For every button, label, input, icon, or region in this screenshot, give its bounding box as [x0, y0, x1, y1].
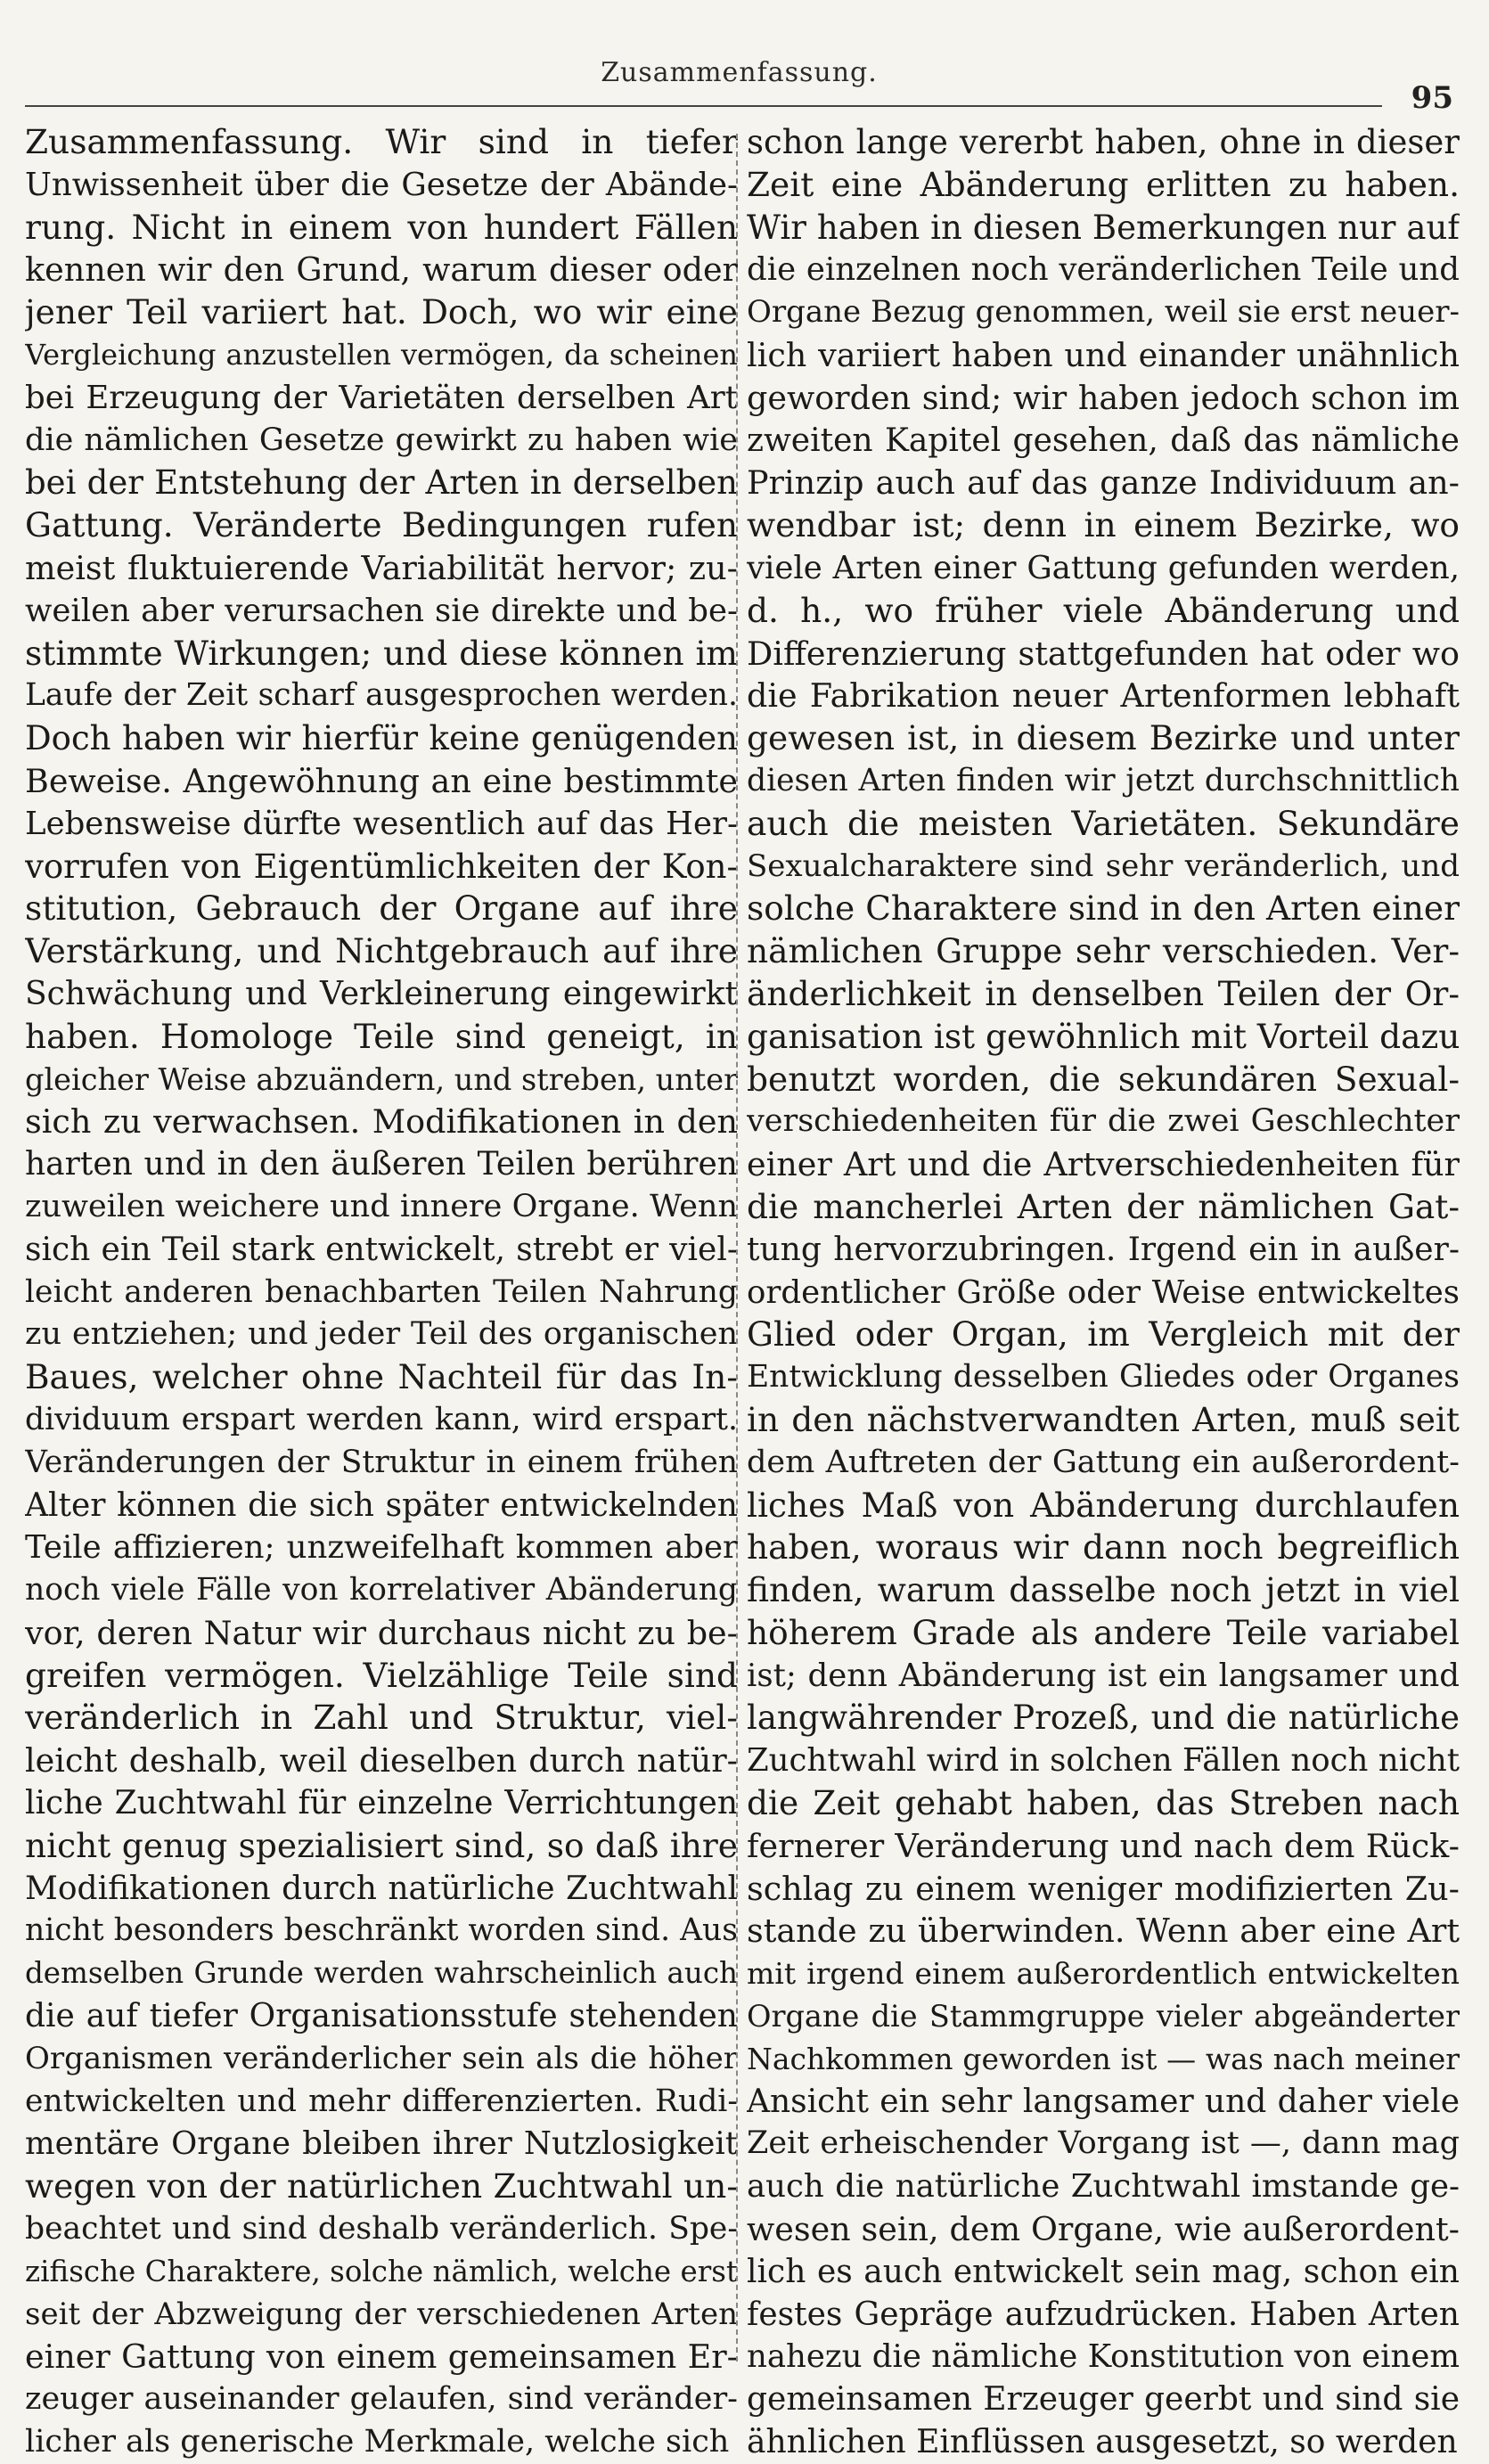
text-line: schon lange vererbt haben, ohne in dieser — [747, 123, 1460, 161]
text-line: Lebensweise dürfte wesentlich auf das Her- — [25, 805, 738, 842]
text-line: stande zu überwinden. Wenn aber eine Art — [747, 1911, 1460, 1951]
text-line: mentäre Organe bleiben ihrer Nutzlosigkeit — [25, 2125, 738, 2163]
text-line: wegen von der natürlichen Zuchtwahl un- — [25, 2166, 738, 2206]
text-line: weilen aber verursachen sie direkte und be- — [25, 592, 738, 629]
right-column — [747, 121, 1460, 2461]
text-line: liche Zuchtwahl für einzelne Verrichtungen — [25, 1785, 738, 1822]
text-line: Zusammenfassung. Wir sind in tiefer — [25, 122, 738, 161]
text-line: Zeit erheischender Vorgang ist —, dann mag — [747, 2125, 1460, 2162]
text-line: Zeit eine Abänderung erlitten zu haben. — [747, 164, 1460, 204]
text-line: nicht besonders beschränkt worden sind. Aus — [25, 1912, 738, 1949]
text-line: Laufe der Zeit scharf ausgesprochen werden. — [25, 677, 738, 714]
text-line: die Fabrikation neuer Artenformen lebhaft — [747, 676, 1460, 716]
text-line: höherem Grade als andere Teile variabel — [747, 1612, 1460, 1652]
text-line: die mancherlei Arten der nämlichen Gat- — [747, 1186, 1460, 1226]
text-line: stimmte Wirkungen; und diese können im — [25, 633, 738, 673]
text-line: haben, woraus wir dann noch begreiflich — [747, 1527, 1460, 1568]
text-line: vorrufen von Eigentümlichkeiten der Kon- — [25, 847, 738, 886]
page-header — [25, 52, 1453, 116]
text-line: nicht genug spezialisiert sind, so daß ihre — [25, 1825, 738, 1865]
text-line: die Zeit gehabt haben, das Streben nach — [747, 1783, 1460, 1823]
text-line: veränderlich in Zahl und Struktur, viel- — [25, 1698, 738, 1738]
text-line: lich variiert haben und einander unähnlich — [747, 335, 1460, 374]
text-line: Gattung. Veränderte Bedingungen rufen — [25, 505, 738, 545]
text-line: lich es auch entwickelt sein mag, schon ein — [747, 2253, 1460, 2290]
text-line: jener Teil variiert hat. Doch, wo wir eine — [25, 292, 738, 332]
text-line: zu entziehen; und jeder Teil des organischen — [25, 1316, 738, 1353]
text-line: dem Auftreten der Gattung ein außerordent- — [747, 1444, 1460, 1480]
text-line: Alter können die sich später entwickelnden — [25, 1486, 738, 1524]
text-line: bei Erzeugung der Varietäten derselben Art — [25, 379, 738, 416]
text-line: finden, warum dasselbe noch jetzt in viel — [747, 1570, 1460, 1610]
text-line: demselben Grunde werden wahrscheinlich auch — [25, 1956, 738, 1991]
text-line: Prinzip auch auf das ganze Individuum an- — [747, 463, 1460, 503]
text-line: Organismen veränderlicher sein als die höher — [25, 2040, 738, 2076]
text-line: benutzt worden, die sekundären Sexual- — [747, 1059, 1460, 1099]
text-line: Organe die Stammgruppe vieler abgeänderter — [747, 1999, 1460, 2034]
text-line: beachtet und sind deshalb veränderlich. Spe- — [25, 2211, 738, 2247]
text-line: Unwissenheit über die Gesetze der Abände- — [25, 166, 738, 203]
text-line: festes Gepräge aufzudrücken. Haben Arten — [747, 2296, 1460, 2333]
text-line: Ansicht ein sehr langsamer und daher viele — [747, 2083, 1460, 2120]
text-line: zweiten Kapitel gesehen, daß das nämliche — [747, 422, 1460, 459]
text-line: meist fluktuierende Variabilität hervor; zu- — [25, 548, 738, 587]
text-line: greifen vermögen. Vielzählige Teile sind — [25, 1655, 738, 1695]
text-line: bei der Entstehung der Arten in derselben — [25, 463, 738, 503]
text-line: gleicher Weise abzuändern, und streben, unter — [25, 1061, 738, 1097]
text-line: die auf tiefer Organisationsstufe stehenden — [25, 1998, 738, 2035]
text-line: geworden sind; wir haben jedoch schon im — [747, 378, 1460, 417]
text-line: schlag zu einem weniger modifizierten Zu- — [747, 1869, 1460, 1908]
text-line: ordentlicher Größe oder Weise entwickeltes — [747, 1273, 1460, 1311]
text-line: licher als generische Merkmale, welche sich — [25, 2424, 730, 2460]
text-line: harten und in den äußeren Teilen berühren — [25, 1146, 738, 1183]
text-line: mit irgend einem außerordentlich entwickelten — [747, 1956, 1460, 1992]
text-line: kennen wir den Grund, warum dieser oder — [25, 250, 738, 290]
text-line: wesen sein, dem Organe, wie außerordent- — [747, 2210, 1460, 2249]
text-line: tung hervorzubringen. Irgend ein in außer- — [747, 1231, 1460, 1268]
text-line: wendbar ist; denn in einem Bezirke, wo — [747, 505, 1460, 545]
text-line: auch die natürliche Zuchtwahl imstande ge- — [747, 2168, 1460, 2206]
text-line: vor, deren Natur wir durchaus nicht zu be- — [25, 1613, 738, 1652]
text-line: einer Gattung von einem gemeinsamen Er- — [25, 2337, 738, 2377]
text-line: die nämlichen Gesetze gewirkt zu haben wie — [25, 422, 738, 458]
text-line: Differenzierung stattgefunden hat oder wo — [747, 634, 1460, 673]
text-line: rung. Nicht in einem von hundert Fällen — [25, 207, 738, 247]
left-column — [25, 121, 738, 2460]
text-line: Veränderungen der Struktur in einem frühen — [25, 1444, 738, 1480]
text-line: Teile affizieren; unzweifelhaft kommen aber — [25, 1529, 738, 1567]
text-line: ist; denn Abänderung ist ein langsamer und — [747, 1657, 1460, 1694]
text-line: in den nächstverwandten Arten, muß seit — [747, 1399, 1460, 1439]
text-line: diesen Arten finden wir jetzt durchschnittlich — [747, 762, 1460, 798]
text-line: ganisation ist gewöhnlich mit Vorteil dazu — [747, 1016, 1460, 1056]
text-line: zeuger auseinander gelaufen, sind veränder- — [25, 2381, 738, 2418]
text-line: Zuchtwahl wird in solchen Fällen noch nicht — [747, 1742, 1460, 1780]
text-line: Verstärkung, und Nichtgebrauch auf ihre — [25, 931, 738, 971]
text-line: sich zu verwachsen. Modifikationen in den — [25, 1102, 738, 1142]
column-divider — [736, 134, 738, 2362]
text-line: langwährender Prozeß, und die natürliche — [747, 1699, 1460, 1738]
text-line: fernerer Veränderung und nach dem Rück- — [747, 1826, 1460, 1865]
text-line: gemeinsamen Erzeuger geerbt und sind sie — [747, 2381, 1460, 2419]
text-line: nahezu die nämliche Konstitution von einem — [747, 2338, 1460, 2376]
text-line: zifische Charaktere, solche nämlich, welche erst — [25, 2254, 738, 2288]
text-line: entwickelten und mehr differenzierten. Rudi- — [25, 2083, 738, 2119]
text-line: liches Maß von Abänderung durchlaufen — [747, 1485, 1460, 1525]
running-head: Zusammenfassung. — [601, 57, 878, 88]
text-line: Wir haben in diesen Bemerkungen nur auf — [747, 208, 1460, 247]
text-line: Schwächung und Verkleinerung eingewirkt — [25, 975, 738, 1012]
text-line: seit der Abzweigung der verschiedenen Arten — [25, 2296, 738, 2332]
header-rule — [25, 105, 1382, 107]
text-line: ähnlichen Einflüssen ausgesetzt, so werden — [747, 2424, 1458, 2461]
text-line: Nachkommen geworden ist — was nach meiner — [747, 2041, 1460, 2076]
text-line: Modifikationen durch natürliche Zuchtwahl — [25, 1870, 738, 1907]
text-line: leicht anderen benachbarten Teilen Nahrung — [25, 1273, 738, 1310]
text-line: viele Arten einer Gattung gefunden werden, — [747, 549, 1460, 586]
text-line: Baues, welcher ohne Nachteil für das In- — [25, 1357, 738, 1397]
text-line: änderlichkeit in denselben Teilen der Or- — [747, 973, 1460, 1013]
text-line: Entwicklung desselben Gliedes oder Organes — [747, 1359, 1460, 1396]
text-line: leicht deshalb, weil dieselben durch natür- — [25, 1741, 738, 1780]
text-line: verschiedenheiten für die zwei Geschlechter — [747, 1103, 1460, 1140]
text-line: die einzelnen noch veränderlichen Teile und — [747, 251, 1460, 289]
text-line: Vergleichung anzustellen vermögen, da scheinen — [25, 337, 738, 372]
text-line: Sexualcharaktere sind sehr veränderlich, und — [747, 847, 1460, 884]
text-line: Doch haben wir hierfür keine genügenden — [25, 719, 738, 758]
text-line: d. h., wo früher viele Abänderung und — [747, 590, 1460, 630]
text-line: haben. Homologe Teile sind geneigt, in — [25, 1016, 738, 1056]
text-line: noch viele Fälle von korrelativer Abänderung — [25, 1572, 738, 1609]
text-line: einer Art und die Artverschiedenheiten für — [747, 1145, 1460, 1184]
text-line: gewesen ist, in diesem Bezirke und unter — [747, 718, 1460, 758]
text-line: Glied oder Organ, im Vergleich mit der — [747, 1314, 1460, 1355]
text-line: Organe Bezug genommen, weil sie erst neuer- — [747, 294, 1460, 331]
text-line: zuweilen weichere und innere Organe. Wenn — [25, 1188, 738, 1224]
text-line: dividuum erspart werden kann, wird erspart. — [25, 1401, 738, 1437]
text-line: sich ein Teil stark entwickelt, strebt er viel- — [25, 1231, 738, 1268]
text-line: solche Charaktere sind in den Arten einer — [747, 888, 1460, 929]
text-line: stitution, Gebrauch der Organe auf ihre — [25, 888, 738, 929]
text-line: nämlichen Gruppe sehr verschieden. Ver- — [747, 931, 1460, 971]
text-line: auch die meisten Varietäten. Sekundäre — [747, 803, 1460, 843]
text-line: Beweise. Angewöhnung an eine bestimmte — [25, 761, 738, 800]
page-number: 95 — [1411, 80, 1453, 116]
